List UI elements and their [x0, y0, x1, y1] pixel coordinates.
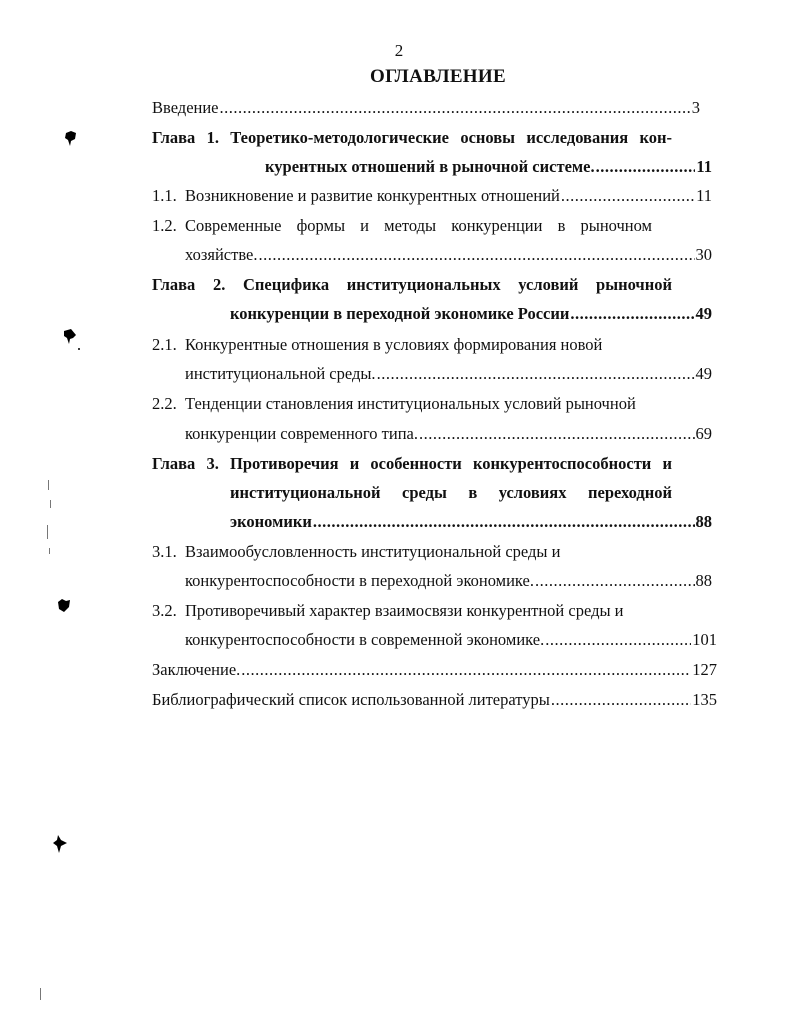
- toc-section-number: 3.1.: [152, 542, 177, 561]
- toc-entry-text: Введение: [152, 98, 219, 117]
- dot-leader: [545, 629, 691, 651]
- toc-entry-text: Глава 3. Противоречия и особенности конкурентоспособности и: [152, 454, 672, 473]
- dot-leader: [241, 659, 691, 681]
- dot-leader: [377, 363, 695, 385]
- toc-entry-text: конкуренции современного типа.: [185, 424, 418, 443]
- toc-entry-page: 101: [692, 630, 717, 649]
- toc-entry-page: 88: [695, 571, 712, 590]
- toc-section-3-2-line1: [152, 600, 672, 622]
- binding-hole-mark: [52, 834, 68, 858]
- scan-speck: [47, 525, 48, 539]
- toc-entry-page: 127: [692, 660, 717, 679]
- toc-entry-text: курентных отношений в рыночной системе.: [265, 157, 595, 176]
- toc-entry-text: Противоречивый характер взаимосвязи конкурентной среды и: [185, 601, 624, 620]
- dot-leader: [313, 511, 695, 533]
- toc-entry-text: Библиографический список использованной литературы: [152, 690, 550, 709]
- toc-chapter-3-line1: [152, 453, 672, 475]
- page-number: 2: [394, 41, 404, 60]
- toc-section-3-1-line2: [185, 570, 712, 592]
- blot-shape: [63, 327, 81, 351]
- toc-entry-bibliography: [152, 689, 717, 711]
- toc-entry-page: 3: [691, 98, 700, 117]
- toc-entry-page: 49: [695, 364, 712, 383]
- dot-leader: [596, 156, 696, 178]
- dot-leader: [220, 97, 691, 119]
- dot-leader: [551, 689, 691, 711]
- toc-entry-text: хозяйстве.: [185, 245, 258, 264]
- toc-section-number: 2.1.: [152, 335, 177, 354]
- toc-entry-text: Современные формы и методы конкуренции в рыночном: [185, 216, 652, 235]
- blot-shape: [64, 130, 78, 146]
- toc-chapter-3-line3: [230, 511, 712, 533]
- toc-section-1-1: [152, 185, 712, 207]
- toc-section-2-2-line2: [185, 423, 712, 445]
- toc-chapter-2-line1: [152, 274, 672, 296]
- toc-entry-text: Взаимообусловленность институциональной среды и: [185, 542, 561, 561]
- scan-speck: [40, 988, 41, 1000]
- scan-speck: [48, 480, 49, 490]
- toc-entry-text: Конкурентные отношения в условиях формирования новой: [185, 335, 603, 354]
- scan-speck: [49, 548, 50, 554]
- blot-shape: [52, 834, 68, 854]
- toc-entry-text: институциональной среды.: [185, 364, 376, 383]
- toc-entry-text: конкурентоспособности в переходной экономике.: [185, 571, 534, 590]
- toc-chapter-1-line1: [152, 127, 672, 149]
- toc-section-1-2-line1: [152, 215, 652, 237]
- dot-leader: [259, 244, 695, 266]
- toc-entry-page: 88: [695, 512, 712, 531]
- toc-entry-intro: [152, 97, 700, 119]
- toc-section-2-1-line2: [185, 363, 712, 385]
- toc-section-number: 1.2.: [152, 216, 177, 235]
- scan-speck: [50, 500, 51, 508]
- toc-section-3-2-line2: [185, 629, 717, 651]
- toc-section-2-1-line1: [152, 334, 672, 356]
- toc-entry-text: Заключение.: [152, 660, 241, 679]
- toc-entry-conclusion: [152, 659, 717, 681]
- toc-entry-page: 11: [696, 157, 712, 176]
- binding-hole-mark: [56, 598, 72, 620]
- toc-chapter-3-line2: [230, 482, 672, 504]
- toc-entry-page: 135: [692, 690, 717, 709]
- toc-entry-text: Глава 1. Теоретико-методологические основы исследования кон-: [152, 128, 672, 147]
- toc-section-3-1-line1: [152, 541, 672, 563]
- dot-leader: [419, 423, 695, 445]
- toc-entry-page: 69: [695, 424, 712, 443]
- toc-entry-page: 30: [695, 245, 712, 264]
- toc-section-2-2-line1: [152, 393, 672, 415]
- dot-leader: [561, 185, 695, 207]
- toc-entry-page: 11: [696, 186, 712, 205]
- toc-section-1-2-line2: [185, 244, 712, 266]
- toc-entry-text: конкурентоспособности в современной экономике.: [185, 630, 545, 649]
- toc-entry-page: 49: [695, 304, 712, 323]
- toc-entry-text: Тенденции становления институциональных условий рыночной: [185, 394, 636, 413]
- toc-section-number: 1.1.: [152, 186, 177, 205]
- binding-hole-mark: [64, 128, 78, 150]
- toc-entry-text: конкуренции в переходной экономике России: [230, 304, 570, 323]
- blot-shape: [56, 598, 72, 616]
- toc-chapter-1-line2: [265, 156, 712, 178]
- toc-entry-text: институциональной среды в условиях переходной: [230, 483, 672, 502]
- toc-chapter-2-line2: [230, 303, 712, 325]
- dot-leader: [535, 570, 695, 592]
- toc-section-number: 3.2.: [152, 601, 177, 620]
- toc-title: ОГЛАВЛЕНИЕ: [370, 66, 506, 87]
- toc-entry-text: Возникновение и развитие конкурентных отношений: [185, 186, 560, 205]
- toc-entry-text: Глава 2. Специфика институциональных условий рыночной: [152, 275, 672, 294]
- binding-hole-mark: [63, 327, 81, 355]
- toc-section-number: 2.2.: [152, 394, 177, 413]
- toc-entry-text: экономики: [230, 512, 312, 531]
- dot-leader: [570, 303, 694, 325]
